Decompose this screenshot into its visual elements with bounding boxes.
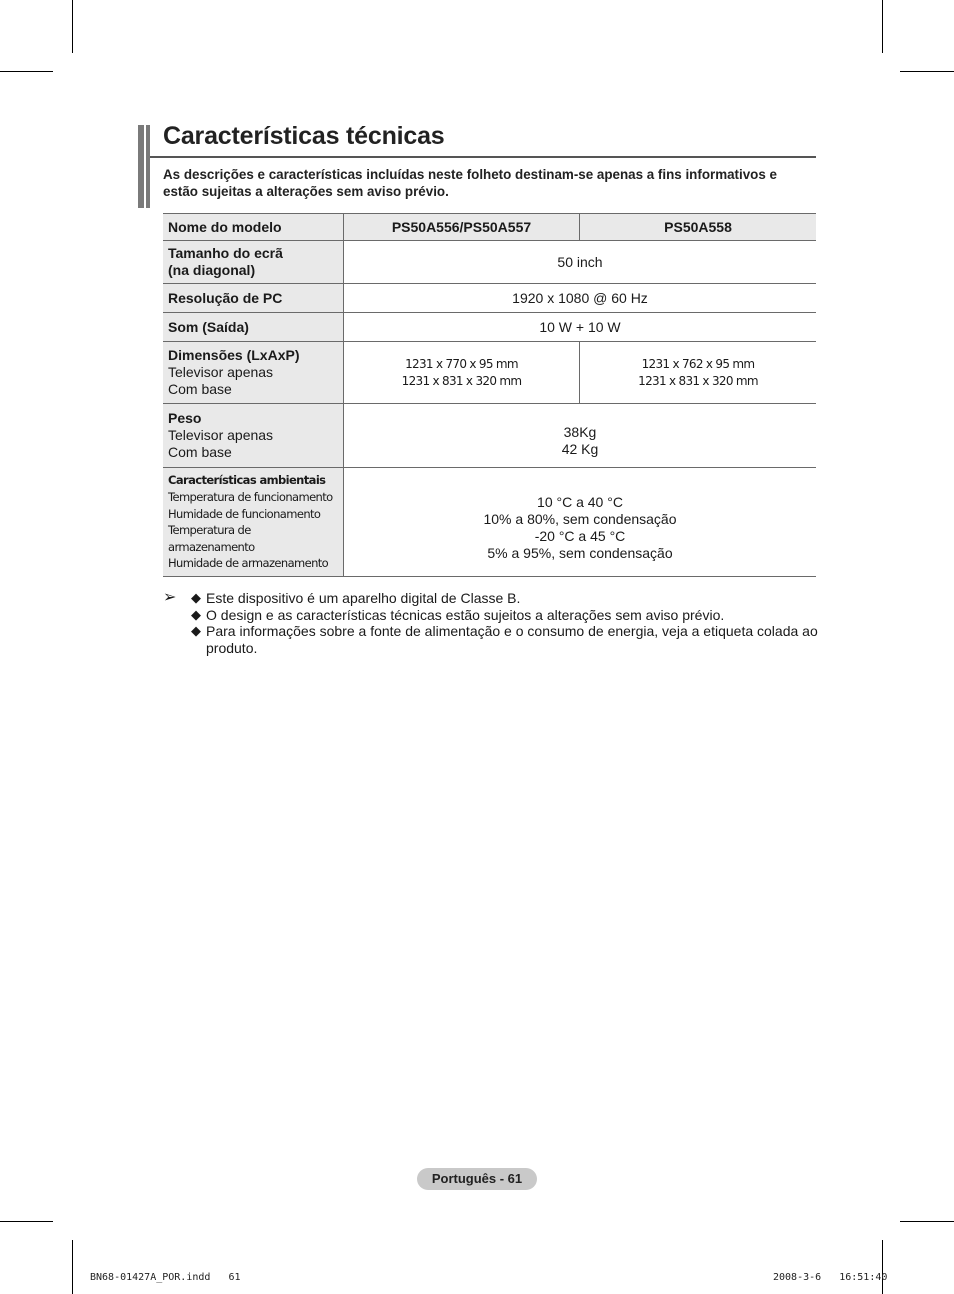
label-line: Com base: [168, 381, 232, 397]
intro-text: As descrições e características incluídas neste folheto destinam-se apenas a fins informativos e estão sujeitas a alterações sem aviso prévio.: [163, 167, 777, 199]
value-line: 42 Kg: [561, 440, 599, 457]
value-line: 5% a 95%, sem condensação: [487, 545, 673, 561]
arrow-icon: ➢: [163, 589, 177, 606]
title-accent-bar: [138, 125, 144, 208]
crop-mark: [900, 71, 954, 72]
value-line: 1231 x 831 x 320 mm: [638, 373, 758, 388]
pc-resolution-value: 1920 x 1080 @ 60 Hz: [344, 284, 817, 313]
note-item: [163, 623, 818, 656]
sound-value: 10 W + 10 W: [344, 313, 817, 342]
weight-value: [344, 404, 817, 468]
print-slug-date: 2008-3-6 16:51:40: [773, 1272, 888, 1283]
header-label: Nome do modelo: [163, 214, 344, 241]
note-text: O design e as características técnicas estão sujeitos a alterações sem aviso prévio.: [206, 606, 725, 623]
value-line: 1231 x 770 x 95 mm: [405, 356, 518, 371]
diamond-bullet-icon: ◆: [191, 623, 201, 638]
label-line: Temperatura de: [168, 523, 251, 538]
diamond-bullet-icon: ◆: [191, 590, 201, 605]
diamond-bullet-icon: ◆: [191, 606, 201, 622]
label-line: Características ambientais: [168, 473, 326, 488]
label-line: Tamanho do ecrã: [168, 245, 283, 261]
pc-resolution-label: Resolução de PC: [163, 284, 344, 313]
table-row: [163, 342, 816, 404]
crop-mark: [882, 0, 883, 53]
label-line: Peso: [168, 410, 202, 426]
table-row: [163, 404, 816, 468]
title-divider: [150, 156, 816, 158]
page-number-badge: Português - 61: [417, 1168, 537, 1190]
label-line: Televisor apenas: [168, 427, 274, 443]
screen-size-label: [163, 241, 344, 284]
label-line: (na diagonal): [168, 262, 256, 278]
label-line: Humidade de funcionamento: [168, 506, 321, 521]
value-line: -20 °C a 45 °C: [534, 528, 626, 544]
table-row: [163, 313, 816, 342]
table-row: [163, 214, 816, 241]
value-line: 1231 x 762 x 95 mm: [641, 356, 755, 371]
title-accent-bar: [146, 125, 150, 208]
dimensions-label: [163, 342, 344, 404]
notes-section: [163, 590, 818, 656]
label-line: Temperatura de funcionamento: [168, 490, 333, 505]
spec-table: [163, 213, 816, 577]
header-model-a: PS50A556/PS50A557: [344, 214, 580, 241]
table-row: [163, 284, 816, 313]
note-text: Este dispositivo é um aparelho digital de Classe B.: [206, 590, 521, 606]
label-line: armazenamento: [168, 539, 255, 554]
weight-label: [163, 404, 344, 468]
sound-label: Som (Saída): [163, 313, 344, 342]
screen-size-value: 50 inch: [344, 241, 817, 284]
print-slug-file: BN68-01427A_POR.indd 61: [90, 1272, 241, 1283]
dimensions-model-b: [580, 342, 817, 404]
environment-label: [163, 468, 344, 577]
table-row: [163, 468, 816, 577]
crop-mark: [0, 1221, 53, 1222]
crop-mark: [882, 1240, 883, 1294]
table-row: [163, 241, 816, 284]
value-line: 38Kg: [563, 423, 597, 440]
value-line: 1231 x 831 x 320 mm: [401, 373, 522, 388]
note-item: [163, 607, 818, 624]
label-line: Dimensões (LxAxP): [168, 347, 300, 363]
label-line: Televisor apenas: [168, 364, 274, 380]
crop-mark: [0, 71, 53, 72]
value-line: 10 °C a 40 °C: [537, 494, 623, 510]
note-text: Para informações sobre a fonte de alimentação e o consumo de energia, veja a etiqueta colada ao produto.: [206, 623, 818, 656]
crop-mark: [900, 1221, 954, 1222]
label-line: Com base: [168, 444, 232, 460]
page-title: Características técnicas: [163, 122, 445, 150]
environment-value: [344, 468, 817, 577]
note-item: [163, 590, 818, 607]
header-model-b: PS50A558: [580, 214, 817, 241]
label-line: Humidade de armazenamento: [168, 556, 329, 571]
dimensions-model-a: [344, 342, 580, 404]
value-line: 10% a 80%, sem condensação: [483, 511, 677, 527]
crop-mark: [72, 1240, 73, 1294]
crop-mark: [72, 0, 73, 53]
